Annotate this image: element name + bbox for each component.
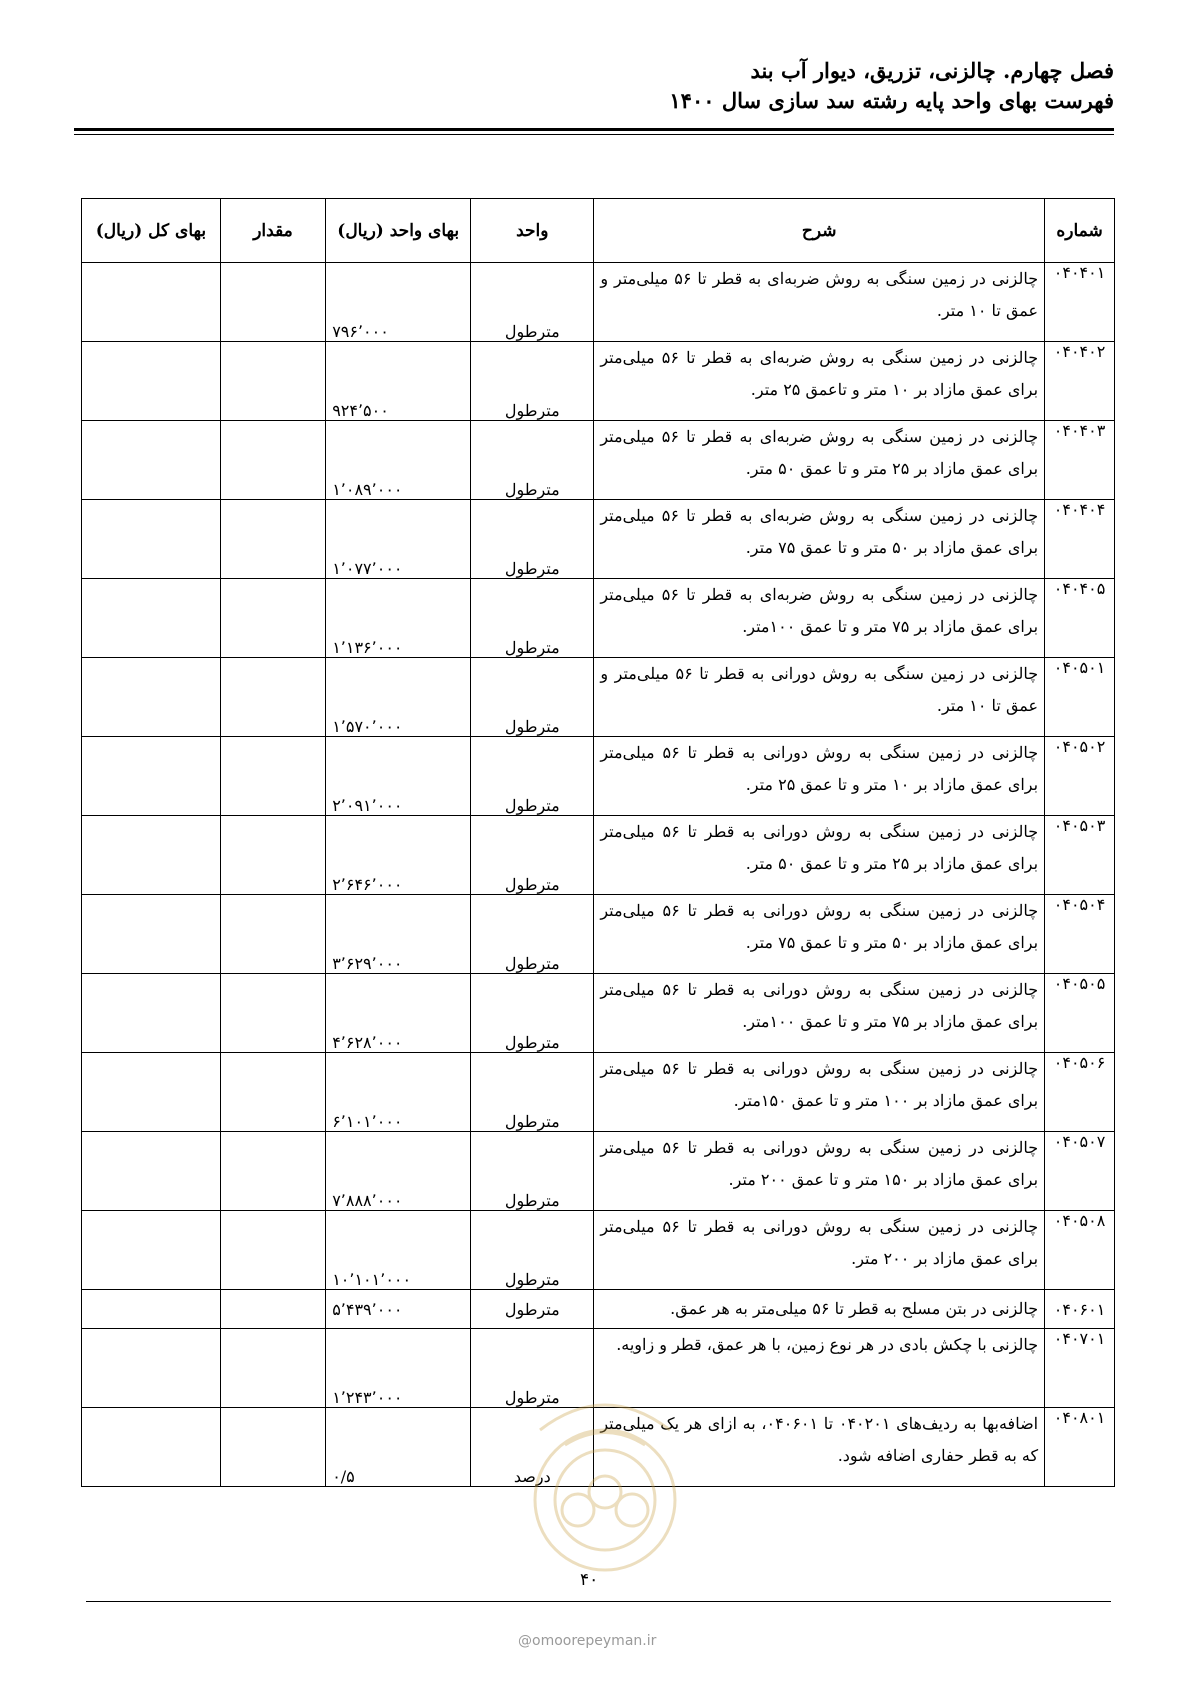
row-total	[82, 263, 221, 342]
row-total	[82, 1132, 221, 1211]
row-unit-price: ۶٬۱۰۱٬۰۰۰	[326, 1053, 471, 1132]
row-total	[82, 658, 221, 737]
row-code: ۰۴۰۵۰۱	[1045, 658, 1115, 737]
site-watermark: @omoorepeyman.ir	[518, 1633, 657, 1649]
row-unit: مترطول	[471, 737, 594, 816]
watermark-seal-icon	[510, 1390, 700, 1580]
row-qty	[220, 579, 325, 658]
row-total	[82, 1290, 221, 1329]
page-header	[77, 56, 1114, 116]
row-total	[82, 737, 221, 816]
row-code: ۰۴۰۸۰۱	[1045, 1408, 1115, 1487]
chapter-title: فصل چهارم. چالزنی، تزریق، دیوار آب بند	[750, 58, 1114, 83]
row-unit-price: ۲٬۰۹۱٬۰۰۰	[326, 737, 471, 816]
row-code: ۰۴۰۴۰۵	[1045, 579, 1115, 658]
row-code: ۰۴۰۷۰۱	[1045, 1329, 1115, 1408]
footer-rule	[86, 1601, 1111, 1602]
row-unit-price: ۱٬۱۳۶٬۰۰۰	[326, 579, 471, 658]
row-code: ۰۴۰۵۰۶	[1045, 1053, 1115, 1132]
list-title: فهرست بهای واحد پایه رشته سد سازی سال ۱۴۰۰	[669, 88, 1114, 113]
table-row	[82, 421, 1115, 500]
table-row	[82, 500, 1115, 579]
row-code: ۰۴۰۵۰۵	[1045, 974, 1115, 1053]
row-unit-price: ۱٬۵۷۰٬۰۰۰	[326, 658, 471, 737]
table-row	[82, 816, 1115, 895]
row-total	[82, 421, 221, 500]
row-unit: مترطول	[471, 1053, 594, 1132]
row-description: چالزنی در بتن مسلح به قطر تا ۵۶ میلی‌متر به هر عمق.	[594, 1290, 1045, 1329]
row-qty	[220, 1053, 325, 1132]
row-qty	[220, 1132, 325, 1211]
row-description: چالزنی در زمین سنگی به روش ضربه‌ای به قطر تا ۵۶ میلی‌متر برای عمق مازاد بر ۵۰ متر و تا عمق ۷۵ متر.	[594, 500, 1045, 579]
row-qty	[220, 737, 325, 816]
row-unit-price: ۱٬۰۸۹٬۰۰۰	[326, 421, 471, 500]
row-description: چالزنی در زمین سنگی به روش دورانی به قطر تا ۵۶ میلی‌متر برای عمق مازاد بر ۵۰ متر و تا عمق ۷۵ متر.	[594, 895, 1045, 974]
table-row	[82, 579, 1115, 658]
row-qty	[220, 263, 325, 342]
row-unit: مترطول	[471, 1329, 594, 1408]
header-code: شماره	[1045, 199, 1115, 263]
row-total	[82, 974, 221, 1053]
row-description: چالزنی در زمین سنگی به روش دورانی به قطر تا ۵۶ میلی‌متر برای عمق مازاد بر ۲۵ متر و تا عمق ۵۰ متر.	[594, 816, 1045, 895]
row-description: چالزنی در زمین سنگی به روش ضربه‌ای به قطر تا ۵۶ میلی‌متر برای عمق مازاد بر ۲۵ متر و تا عمق ۵۰ متر.	[594, 421, 1045, 500]
row-description: چالزنی در زمین سنگی به روش ضربه‌ای به قطر تا ۵۶ میلی‌متر برای عمق مازاد بر ۷۵ متر و تا عمق ۱۰۰متر.	[594, 579, 1045, 658]
row-description: چالزنی در زمین سنگی به روش ضربه‌ای به قطر تا ۵۶ میلی‌متر برای عمق مازاد بر ۱۰ متر و تاعمق ۲۵ متر.	[594, 342, 1045, 421]
row-unit-price: ۱٬۰۷۷٬۰۰۰	[326, 500, 471, 579]
row-unit: مترطول	[471, 500, 594, 579]
row-description: اضافه‌بها به ردیف‌های ۰۴۰۲۰۱ تا ۰۴۰۶۰۱، به ازای هر یک میلی‌متر که به قطر حفاری اضافه شود.	[594, 1408, 1045, 1487]
table-row	[82, 1132, 1115, 1211]
row-unit: مترطول	[471, 816, 594, 895]
row-code: ۰۴۰۵۰۲	[1045, 737, 1115, 816]
row-unit: مترطول	[471, 974, 594, 1053]
table-row	[82, 263, 1115, 342]
row-total	[82, 895, 221, 974]
row-code: ۰۴۰۶۰۱	[1045, 1290, 1115, 1329]
table-row	[82, 895, 1115, 974]
row-unit-price: ۳٬۶۲۹٬۰۰۰	[326, 895, 471, 974]
row-unit: مترطول	[471, 1211, 594, 1290]
header-qty: مقدار	[220, 199, 325, 263]
row-total	[82, 816, 221, 895]
row-code: ۰۴۰۵۰۳	[1045, 816, 1115, 895]
table-row	[82, 737, 1115, 816]
row-unit: مترطول	[471, 421, 594, 500]
row-unit: مترطول	[471, 579, 594, 658]
row-qty	[220, 1290, 325, 1329]
row-total	[82, 579, 221, 658]
row-description: چالزنی با چکش بادی در هر نوع زمین، با هر عمق، قطر و زاویه.	[594, 1329, 1045, 1408]
row-unit: مترطول	[471, 895, 594, 974]
row-code: ۰۴۰۴۰۳	[1045, 421, 1115, 500]
header-rule-thick	[74, 128, 1114, 131]
row-code: ۰۴۰۵۰۷	[1045, 1132, 1115, 1211]
row-description: چالزنی در زمین سنگی به روش ضربه‌ای به قطر تا ۵۶ میلی‌متر و عمق تا ۱۰ متر.	[594, 263, 1045, 342]
row-total	[82, 1053, 221, 1132]
table-header-row	[82, 199, 1115, 263]
header-rule-thin	[74, 134, 1114, 135]
row-unit: مترطول	[471, 1290, 594, 1329]
row-code: ۰۴۰۴۰۲	[1045, 342, 1115, 421]
row-unit: مترطول	[471, 263, 594, 342]
row-total	[82, 1329, 221, 1408]
header-unit: واحد	[471, 199, 594, 263]
page-number: ۴۰	[580, 1570, 599, 1590]
row-unit-price: ۰/۵	[326, 1408, 471, 1487]
row-qty	[220, 1211, 325, 1290]
row-total	[82, 1408, 221, 1487]
row-unit-price: ۷۹۶٬۰۰۰	[326, 263, 471, 342]
row-qty	[220, 658, 325, 737]
price-table	[81, 198, 1115, 1487]
row-qty	[220, 500, 325, 579]
row-total	[82, 500, 221, 579]
header-desc: شرح	[594, 199, 1045, 263]
row-unit-price: ۲٬۶۴۶٬۰۰۰	[326, 816, 471, 895]
row-code: ۰۴۰۵۰۴	[1045, 895, 1115, 974]
row-description: چالزنی در زمین سنگی به روش دورانی به قطر تا ۵۶ میلی‌متر برای عمق مازاد بر ۱۰ متر و تا عمق ۲۵ متر.	[594, 737, 1045, 816]
header-total: بهای کل (ریال)	[82, 199, 221, 263]
table-row	[82, 342, 1115, 421]
row-code: ۰۴۰۵۰۸	[1045, 1211, 1115, 1290]
row-unit-price: ۱٬۲۴۳٬۰۰۰	[326, 1329, 471, 1408]
row-unit: مترطول	[471, 658, 594, 737]
row-description: چالزنی در زمین سنگی به روش دورانی به قطر تا ۵۶ میلی‌متر برای عمق مازاد بر ۲۰۰ متر.	[594, 1211, 1045, 1290]
row-qty	[220, 816, 325, 895]
row-total	[82, 342, 221, 421]
row-unit: مترطول	[471, 1132, 594, 1211]
table-row	[82, 658, 1115, 737]
row-code: ۰۴۰۴۰۱	[1045, 263, 1115, 342]
table-row	[82, 1053, 1115, 1132]
header-unit-price: بهای واحد (ریال)	[326, 199, 471, 263]
row-qty	[220, 421, 325, 500]
row-qty	[220, 342, 325, 421]
table-row	[82, 1290, 1115, 1329]
table-row	[82, 1211, 1115, 1290]
row-code: ۰۴۰۴۰۴	[1045, 500, 1115, 579]
row-unit-price: ۴٬۶۲۸٬۰۰۰	[326, 974, 471, 1053]
row-total	[82, 1211, 221, 1290]
table-row	[82, 974, 1115, 1053]
row-description: چالزنی در زمین سنگی به روش دورانی به قطر تا ۵۶ میلی‌متر برای عمق مازاد بر ۱۵۰ متر و تا عمق ۲۰۰ متر.	[594, 1132, 1045, 1211]
row-qty	[220, 1408, 325, 1487]
row-description: چالزنی در زمین سنگی به روش دورانی به قطر تا ۵۶ میلی‌متر برای عمق مازاد بر ۱۰۰ متر و تا عمق ۱۵۰متر.	[594, 1053, 1045, 1132]
row-description: چالزنی در زمین سنگی به روش دورانی به قطر تا ۵۶ میلی‌متر و عمق تا ۱۰ متر.	[594, 658, 1045, 737]
row-unit-price: ۹۲۴٬۵۰۰	[326, 342, 471, 421]
row-unit: درصد	[471, 1408, 594, 1487]
row-unit-price: ۵٬۴۳۹٬۰۰۰	[326, 1290, 471, 1329]
row-unit: مترطول	[471, 342, 594, 421]
row-unit-price: ۷٬۸۸۸٬۰۰۰	[326, 1132, 471, 1211]
row-qty	[220, 1329, 325, 1408]
row-unit-price: ۱۰٬۱۰۱٬۰۰۰	[326, 1211, 471, 1290]
row-description: چالزنی در زمین سنگی به روش دورانی به قطر تا ۵۶ میلی‌متر برای عمق مازاد بر ۷۵ متر و تا عمق ۱۰۰متر.	[594, 974, 1045, 1053]
row-qty	[220, 895, 325, 974]
row-qty	[220, 974, 325, 1053]
